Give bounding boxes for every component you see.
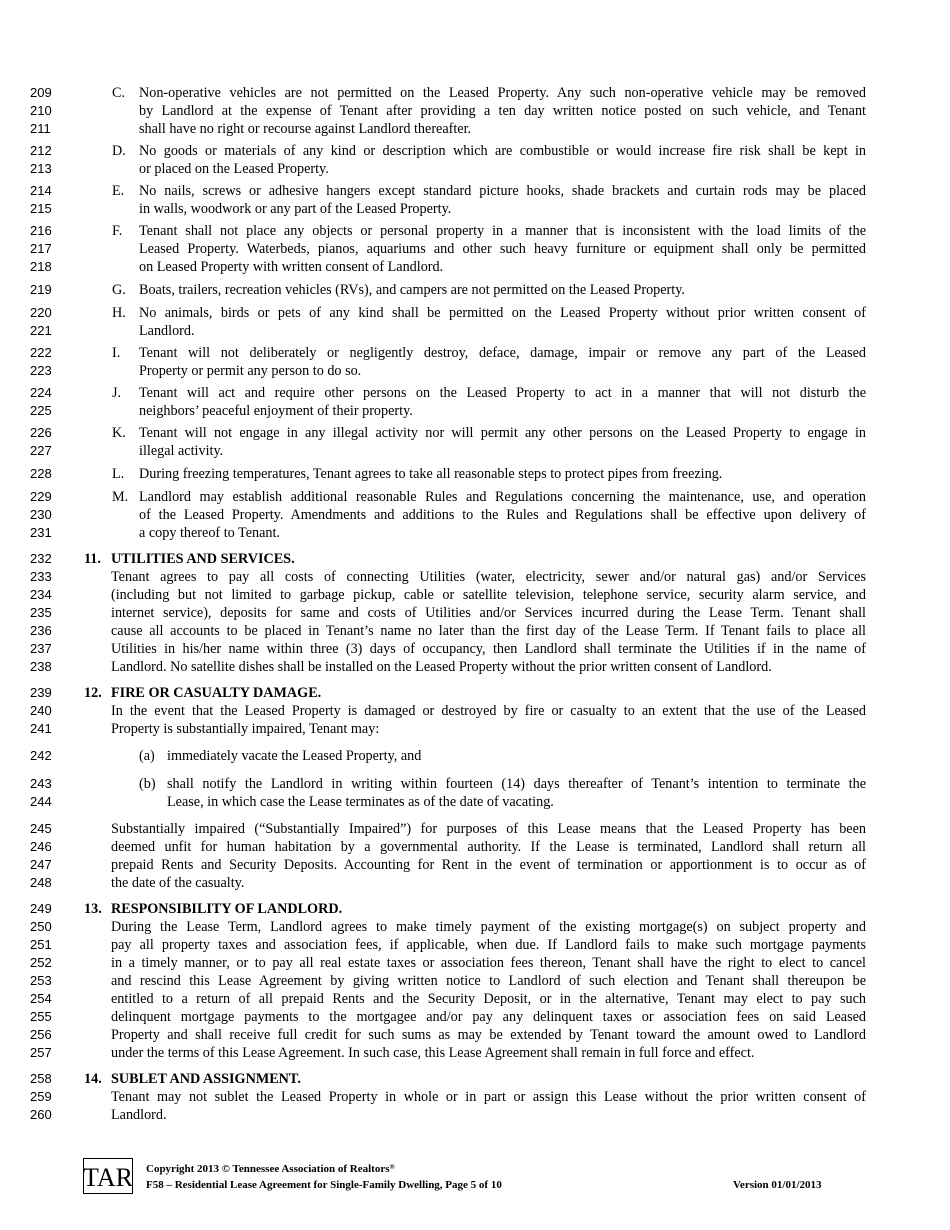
body-text-line: and rescind this Lease Agreement by giving written notice to Landlord of such election and Tenant shall thereupon be (111, 973, 866, 989)
body-text-line: Landlord. (111, 1107, 167, 1123)
item-label: J. (112, 385, 122, 401)
line-number: 253 (30, 973, 52, 988)
line-number: 233 (30, 569, 52, 584)
line-number: 234 (30, 587, 52, 602)
line-number: 220 (30, 305, 52, 320)
line-number: 209 (30, 85, 52, 100)
item-label: F. (112, 223, 123, 239)
line-number: 214 (30, 183, 52, 198)
line-number: 260 (30, 1107, 52, 1122)
line-number: 224 (30, 385, 52, 400)
item-label: M. (112, 489, 129, 505)
line-number: 243 (30, 776, 52, 791)
line-number: 238 (30, 659, 52, 674)
section-heading: FIRE OR CASUALTY DAMAGE. (111, 685, 322, 701)
section-number: 12. (84, 685, 102, 701)
line-number: 252 (30, 955, 52, 970)
tar-logo-text: TAR (83, 1163, 133, 1192)
body-text-line: Lease, in which case the Lease terminates as of the date of vacating. (167, 794, 554, 810)
body-text-line: immediately vacate the Leased Property, and (167, 748, 422, 764)
item-label: L. (112, 466, 125, 482)
line-number: 239 (30, 685, 52, 700)
line-number: 215 (30, 201, 52, 216)
line-number: 244 (30, 794, 52, 809)
body-text-line: Tenant shall not place any objects or personal property in a manner that is inconsistent with the load limits of the (139, 223, 866, 239)
line-number: 245 (30, 821, 52, 836)
line-number: 259 (30, 1089, 52, 1104)
line-number: 255 (30, 1009, 52, 1024)
body-text-line: Landlord. No satellite dishes shall be installed on the Leased Property without the prior written consent of Landlord. (111, 659, 772, 675)
item-label: H. (112, 305, 126, 321)
line-number: 213 (30, 161, 52, 176)
body-text-line: on Leased Property with written consent of Landlord. (139, 259, 444, 275)
item-label: C. (112, 85, 126, 101)
item-label: K. (112, 425, 126, 441)
line-number: 228 (30, 466, 52, 481)
line-number: 250 (30, 919, 52, 934)
line-number: 251 (30, 937, 52, 952)
line-number: 236 (30, 623, 52, 638)
line-number: 241 (30, 721, 52, 736)
body-text-line: Substantially impaired (“Substantially Impaired”) for purposes of this Lease means that the Leased Property has been (111, 821, 866, 837)
body-text-line: No goods or materials of any kind or description which are combustible or would increase fire risk shall be kept in (139, 143, 866, 159)
item-label: D. (112, 143, 126, 159)
section-heading: SUBLET AND ASSIGNMENT. (111, 1071, 301, 1087)
body-text-line: by Landlord at the expense of Tenant after providing a ten day written notice posted on such vehicle, and Tenant (139, 103, 866, 119)
line-number: 231 (30, 525, 52, 540)
line-number: 212 (30, 143, 52, 158)
footer-form-title: F58 – Residential Lease Agreement for Single-Family Dwelling, Page 5 of 10 (146, 1179, 502, 1191)
body-text-line: During the Lease Term, Landlord agrees to make timely payment of the existing mortgage(s) on subject property and (111, 919, 866, 935)
body-text-line: or placed on the Leased Property. (139, 161, 329, 177)
body-text-line: internet service), deposits for same and costs of Utilities and/or Services incurred during the Lease Term. Tenant shall (111, 605, 866, 621)
section-heading: UTILITIES AND SERVICES. (111, 551, 295, 567)
line-number: 248 (30, 875, 52, 890)
body-text-line: a copy thereof to Tenant. (139, 525, 280, 541)
item-label: (a) (139, 748, 155, 764)
body-text-line: entitled to a return of all prepaid Rents and the Security Deposit, or in the alternative, Tenant may elect to pay such (111, 991, 866, 1007)
section-number: 11. (84, 551, 101, 567)
body-text-line: neighbors’ peaceful enjoyment of their property. (139, 403, 413, 419)
line-number: 216 (30, 223, 52, 238)
body-text-line: Leased Property. Waterbeds, pianos, aquariums and other such heavy furniture or equipment shall only be permitted (139, 241, 866, 257)
body-text-line: shall have no right or recourse against Landlord thereafter. (139, 121, 472, 137)
line-number: 227 (30, 443, 52, 458)
body-text-line: During freezing temperatures, Tenant agrees to take all reasonable steps to protect pipes from freezing. (139, 466, 723, 482)
body-text-line: Tenant may not sublet the Leased Property in whole or in part or assign this Lease without the prior written consent of (111, 1089, 866, 1105)
body-text-line: Landlord. (139, 323, 195, 339)
section-heading: RESPONSIBILITY OF LANDLORD. (111, 901, 343, 917)
line-number: 240 (30, 703, 52, 718)
body-text-line: pay all property taxes and association fees, if applicable, when due. If Landlord fails to make such mortgage payments (111, 937, 866, 953)
body-text-line: Tenant will not engage in any illegal activity nor will permit any other persons on the Leased Property to engage in (139, 425, 866, 441)
item-label: G. (112, 282, 126, 298)
line-number: 217 (30, 241, 52, 256)
body-text-line: cause all accounts to be placed in Tenant’s name no later than the first day of the Lease Term. If Tenant fails to place all (111, 623, 866, 639)
body-text-line: Boats, trailers, recreation vehicles (RVs), and campers are not permitted on the Leased Property. (139, 282, 685, 298)
line-number: 254 (30, 991, 52, 1006)
line-number: 258 (30, 1071, 52, 1086)
body-text-line: prepaid Rents and Security Deposits. Accounting for Rent in the event of termination or apportionment is to occur as of (111, 857, 866, 873)
body-text-line: Utilities in his/her name within three (3) days of occupancy, then Landlord shall terminate the Utilities if in the name of (111, 641, 866, 657)
line-number: 210 (30, 103, 52, 118)
body-text-line: under the terms of this Lease Agreement. In such case, this Lease Agreement shall remain in full force and effect. (111, 1045, 755, 1061)
item-label: E. (112, 183, 125, 199)
line-number: 235 (30, 605, 52, 620)
body-text-line: Property or permit any person to do so. (139, 363, 362, 379)
item-label: (b) (139, 776, 156, 792)
line-number: 222 (30, 345, 52, 360)
body-text-line: Landlord may establish additional reasonable Rules and Regulations concerning the maintenance, use, and operation (139, 489, 866, 505)
line-number: 249 (30, 901, 52, 916)
line-number: 219 (30, 282, 52, 297)
body-text-line: in a timely manner, or to pay all real estate taxes or association fees thereon, Tenant shall have the right to elect to cancel (111, 955, 866, 971)
line-number: 242 (30, 748, 52, 763)
body-text-line: deemed unfit for human habitation by a governmental authority. If the Lease is terminated, Landlord shall return all (111, 839, 866, 855)
line-number: 223 (30, 363, 52, 378)
line-number: 230 (30, 507, 52, 522)
body-text-line: Tenant agrees to pay all costs of connecting Utilities (water, electricity, sewer and/or natural gas) and/or Services (111, 569, 866, 585)
line-number: 221 (30, 323, 52, 338)
body-text-line: of the Leased Property. Amendments and additions to the Rules and Regulations shall be effective upon delivery of (139, 507, 866, 523)
footer-copyright (146, 1163, 395, 1176)
body-text-line: Property is substantially impaired, Tenant may: (111, 721, 380, 737)
line-number: 237 (30, 641, 52, 656)
body-text-line: Property and shall receive full credit for such sums as may be extended by Tenant toward the amount owed to Landlord (111, 1027, 866, 1043)
body-text-line: shall notify the Landlord in writing within fourteen (14) days thereafter of Tenant’s intention to terminate the (167, 776, 866, 792)
line-number: 232 (30, 551, 52, 566)
section-number: 13. (84, 901, 102, 917)
body-text-line: Non-operative vehicles are not permitted on the Leased Property. Any such non-operative vehicle may be removed (139, 85, 866, 101)
line-number: 246 (30, 839, 52, 854)
section-number: 14. (84, 1071, 102, 1087)
body-text-line: Tenant will not deliberately or negligently destroy, deface, damage, impair or remove any part of the Leased (139, 345, 866, 361)
line-number: 226 (30, 425, 52, 440)
body-text-line: No nails, screws or adhesive hangers except standard picture hooks, shade brackets and curtain rods may be placed (139, 183, 866, 199)
line-number: 257 (30, 1045, 52, 1060)
body-text-line: (including but not limited to garbage pickup, cable or satellite television, telephone service, security alarm service, and (111, 587, 866, 603)
item-label: I. (112, 345, 121, 361)
body-text-line: Tenant will act and require other persons on the Leased Property to act in a manner that will not disturb the (139, 385, 866, 401)
body-text-line: the date of the casualty. (111, 875, 245, 891)
body-text-line: In the event that the Leased Property is damaged or destroyed by fire or casualty to an extent that the use of the Leased (111, 703, 866, 719)
tar-logo (83, 1158, 133, 1194)
body-text-line: illegal activity. (139, 443, 224, 459)
body-text-line: No animals, birds or pets of any kind shall be permitted on the Leased Property without prior written consent of (139, 305, 866, 321)
footer-version: Version 01/01/2013 (733, 1179, 822, 1191)
body-text-line: delinquent mortgage payments to the mortgagee and/or pay any delinquent taxes or association fees on said Leased (111, 1009, 866, 1025)
line-number: 229 (30, 489, 52, 504)
line-number: 256 (30, 1027, 52, 1042)
body-text-line: in walls, woodwork or any part of the Leased Property. (139, 201, 452, 217)
line-number: 211 (30, 121, 51, 136)
line-number: 247 (30, 857, 52, 872)
copyright-text: Copyright 2013 © Tennessee Association of Realtors (146, 1163, 390, 1175)
line-number: 218 (30, 259, 52, 274)
line-number: 225 (30, 403, 52, 418)
registered-mark: ® (389, 1163, 395, 1171)
